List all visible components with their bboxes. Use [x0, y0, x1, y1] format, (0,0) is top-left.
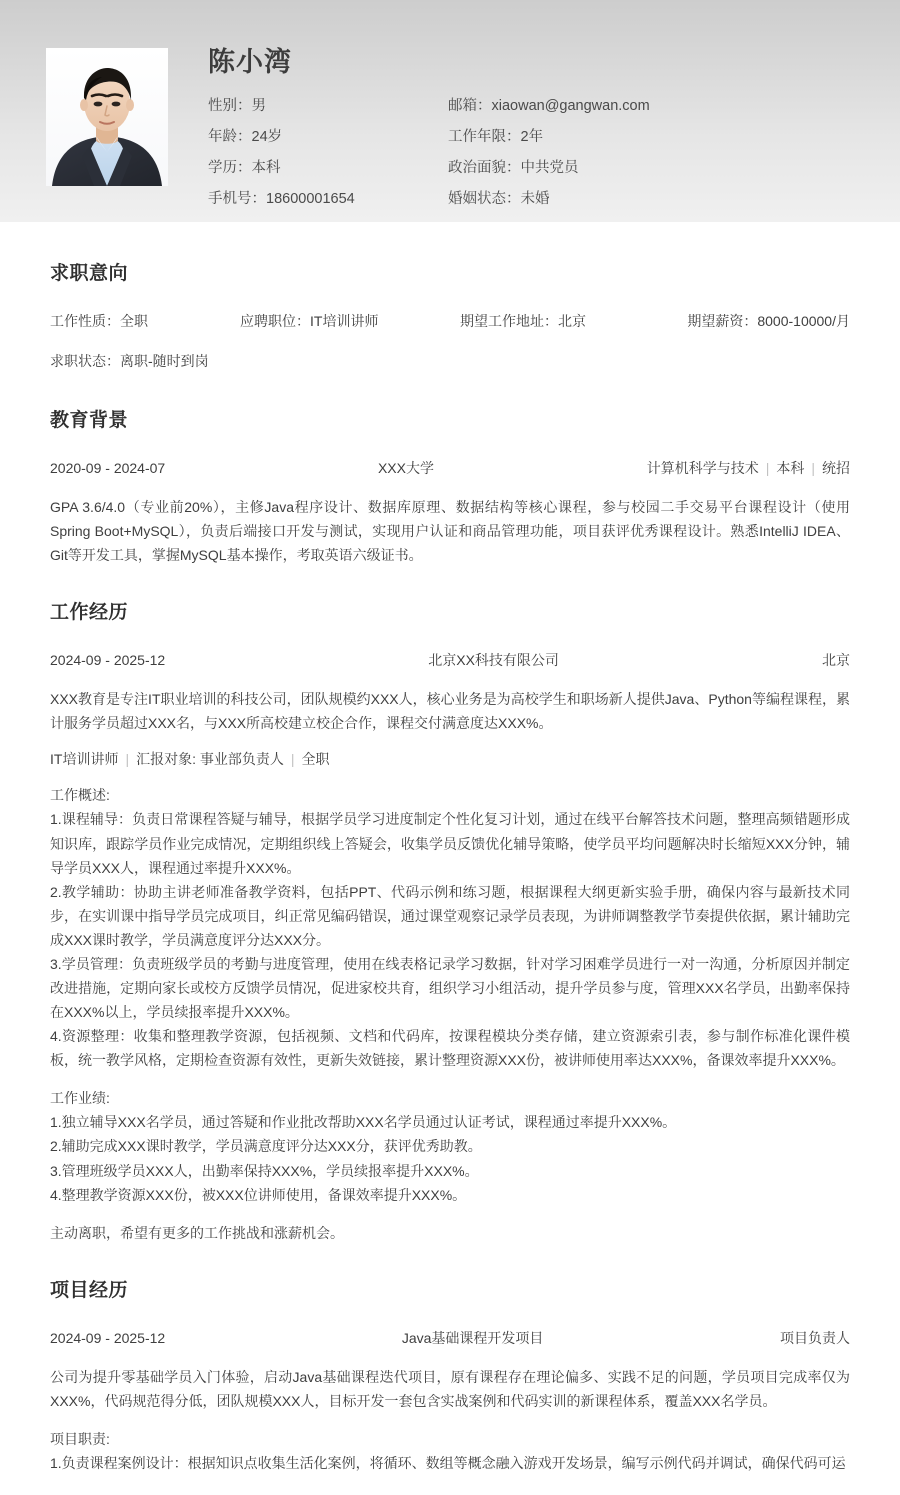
field-label: 性别：: [208, 97, 252, 114]
field-value: xiaowan@gangwan.com: [491, 97, 650, 114]
job-field-location: [460, 311, 660, 331]
section-title-work-experience: 工作经历: [50, 602, 129, 624]
field-label: 婚姻状态：: [448, 190, 521, 207]
header-field-phone: [208, 187, 448, 208]
work-company-intro: XXX教育是专注IT职业培训的科技公司，团队规模约XXX人，核心业务是为高校学生和职场新人提供Java、Python等编程课程，累计服务学员超过XXX名，与XXX所高校建立校企合作，课程交付满意度达XXX%。: [50, 691, 850, 732]
header-field-marital-status: [448, 187, 860, 208]
field-value: 8000-10000/月: [757, 313, 850, 329]
profile-photo-graphic: [46, 48, 168, 186]
field-value: 本科: [251, 159, 281, 176]
work-location: 北京: [822, 652, 850, 669]
separator-icon: |: [290, 751, 295, 768]
job-field-nature: [50, 311, 240, 331]
field-value: 未婚: [520, 190, 550, 207]
section-title-job-intention: 求职意向: [50, 263, 129, 284]
page-title: 陈小湾: [208, 47, 292, 77]
field-label: 应聘职位：: [240, 313, 310, 329]
field-label: 手机号：: [208, 190, 266, 207]
education-entry-header: [50, 458, 850, 478]
field-value: 北京: [558, 313, 586, 329]
work-achievement-item: 4.整理教学资源XXX份，被XXX位讲师使用，备课效率提升XXX%。: [50, 1186, 467, 1203]
field-value: 全职: [120, 313, 148, 329]
education-degree: 本科: [776, 460, 805, 476]
job-field-position: [240, 311, 460, 331]
field-value: IT培训讲师: [310, 313, 379, 329]
avatar: [46, 48, 168, 186]
field-value: 中共党员: [520, 159, 579, 176]
header-field-gender: [208, 94, 448, 115]
work-achievement-item: 2.辅助完成XXX课时教学，学员满意度评分达XXX分，获评优秀助教。: [50, 1138, 482, 1155]
education-school: XXX大学: [377, 460, 434, 476]
work-overview-item: 1.课程辅导：负责日常课程答疑与辅导，根据学员学习进度制定个性化复习计划，通过在线平台解答技术问题，整理高频错题形成知识库，跟踪学员作业完成情况，定期组织线上答疑会，收集学员反馈优化辅导策略，使学员平均问题解决时长缩短XXX分钟，辅导学员XXX人，课程通过率提升XXX%。: [50, 811, 850, 876]
work-achievement-item: 3.管理班级学员XXX人，出勤率保持XXX%，学员续报率提升XXX%。: [50, 1162, 479, 1179]
field-label: 工作性质：: [50, 313, 120, 329]
work-overview-label: 工作概述:: [50, 787, 110, 804]
header-fields: [208, 94, 860, 208]
section-title-project-experience: 项目经历: [50, 1279, 129, 1301]
education-date: 2020-09 - 2024-07: [50, 460, 166, 476]
work-leave-reason: 主动离职，希望有更多的工作挑战和涨薪机会。: [50, 1224, 344, 1241]
field-label: 求职状态：: [50, 353, 120, 369]
education-description: GPA 3.6/4.0（专业前20%），主修Java程序设计、数据库原理、数据结构等核心课程，参与校园二手交易平台课程设计（使用Spring Boot+MySQL），负责后端接口开发与测试，实现用户认证和商品管理功能，项目获评优秀课程设计。熟悉IntelliJ IDEA、Git等开发工具，掌握MySQL基本操作，考取英语六级证书。: [50, 499, 850, 564]
field-value: 18600001654: [266, 190, 355, 207]
work-date: 2024-09 - 2025-12: [50, 652, 166, 669]
field-label: 期望薪资：: [687, 313, 758, 329]
field-value: 2年: [520, 128, 544, 145]
project-duty-label: 项目职责:: [50, 1430, 110, 1447]
field-value: 男: [251, 97, 266, 114]
work-overview-item: 2.教学辅助：协助主讲老师准备教学资料，包括PPT、代码示例和练习题，根据课程大纲更新实验手册，确保内容与最新技术同步，在实训课中指导学员完成项目，纠正常见编码错误，通过课堂观察记录学员表现，为讲师调整教学节奏提供依据，累计辅助完成XXX课时教学，学员满意度评分达XXX分。: [50, 883, 850, 948]
work-tags: [50, 749, 850, 769]
field-label: 期望工作地址：: [460, 313, 558, 329]
field-label: 学历：: [208, 159, 252, 176]
work-overview-item: 4.资源整理：收集和整理教学资源，包括视频、文档和代码库，按课程模块分类存储，建立资源索引表，参与制作标准化课件模板，统一教学风格，定期检查资源有效性，更新失效链接，累计整理资源XXX份，被讲师使用率达XXX%，备课效率提升XXX%。: [50, 1028, 850, 1069]
field-value: 24岁: [251, 128, 283, 145]
field-label: 年龄：: [208, 128, 252, 145]
job-intention-row-2: [50, 351, 850, 371]
field-label: 邮箱：: [448, 97, 492, 114]
header-field-work-years: [448, 125, 860, 146]
section-job-intention: [50, 258, 850, 371]
project-role: 项目负责人: [780, 1329, 850, 1346]
header-field-degree: [208, 156, 448, 177]
separator-icon: |: [765, 460, 770, 476]
header-info: [208, 48, 900, 208]
education-admission-type: 统招: [822, 460, 850, 476]
header-field-age: [208, 125, 448, 146]
work-report-to: 汇报对象: 事业部负责人: [136, 751, 284, 768]
job-intention-row-1: [50, 311, 850, 331]
work-entry-header: [50, 650, 850, 670]
section-work-experience: [50, 597, 850, 1245]
section-project-experience: [50, 1275, 850, 1475]
field-label: 工作年限：: [448, 128, 521, 145]
resume-body: [0, 222, 900, 1495]
work-employment-type: 全职: [301, 751, 330, 768]
work-overview-item: 3.学员管理：负责班级学员的考勤与进度管理，使用在线表格记录学习数据，针对学习困难学员进行一对一沟通，分析原因并制定改进措施，定期向家长或校方反馈学员情况，促进家校共育，组织学习小组活动，提升学员参与度，管理XXX名学员，出勤率保持在XXX%以上，学员续报率提升XXX%。: [50, 955, 850, 1021]
section-title-education: 教育背景: [50, 410, 129, 431]
header-field-political-status: [448, 156, 860, 177]
work-achievement-item: 1.独立辅导XXX名学员，通过答疑和作业批改帮助XXX名学员通过认证考试，课程通过率提升XXX%。: [50, 1114, 677, 1131]
field-value: 离职-随时到岗: [120, 353, 209, 369]
project-background: 公司为提升零基础学员入门体验，启动Java基础课程迭代项目，原有课程存在理论偏多、实践不足的问题，学员项目完成率仅为XXX%，代码规范得分低，团队规模XXX人，目标开发一套包含实战案例和代码实训的新课程体系，覆盖XXX名学员。: [50, 1368, 850, 1409]
work-achievement-label: 工作业绩:: [50, 1090, 110, 1107]
work-job-title: IT培训讲师: [50, 751, 119, 768]
field-label: 政治面貌：: [448, 159, 521, 176]
project-entry-header: [50, 1328, 850, 1348]
project-duty-item: 1.负责课程案例设计：根据知识点收集生活化案例，将循环、数组等概念融入游戏开发场景，编写示例代码并调试，确保代码可运: [50, 1455, 846, 1472]
project-name: Java基础课程开发项目: [401, 1329, 544, 1346]
section-education: [50, 405, 850, 567]
separator-icon: |: [125, 751, 130, 768]
resume-header: [0, 0, 900, 222]
project-date: 2024-09 - 2025-12: [50, 1329, 166, 1346]
job-field-salary: [660, 311, 850, 331]
job-field-status: [50, 351, 240, 371]
work-company: 北京XX科技有限公司: [428, 652, 559, 669]
education-major: 计算机科学与技术: [646, 460, 759, 476]
separator-icon: |: [811, 460, 815, 476]
education-tags: [647, 458, 850, 478]
header-field-email: [448, 94, 860, 115]
